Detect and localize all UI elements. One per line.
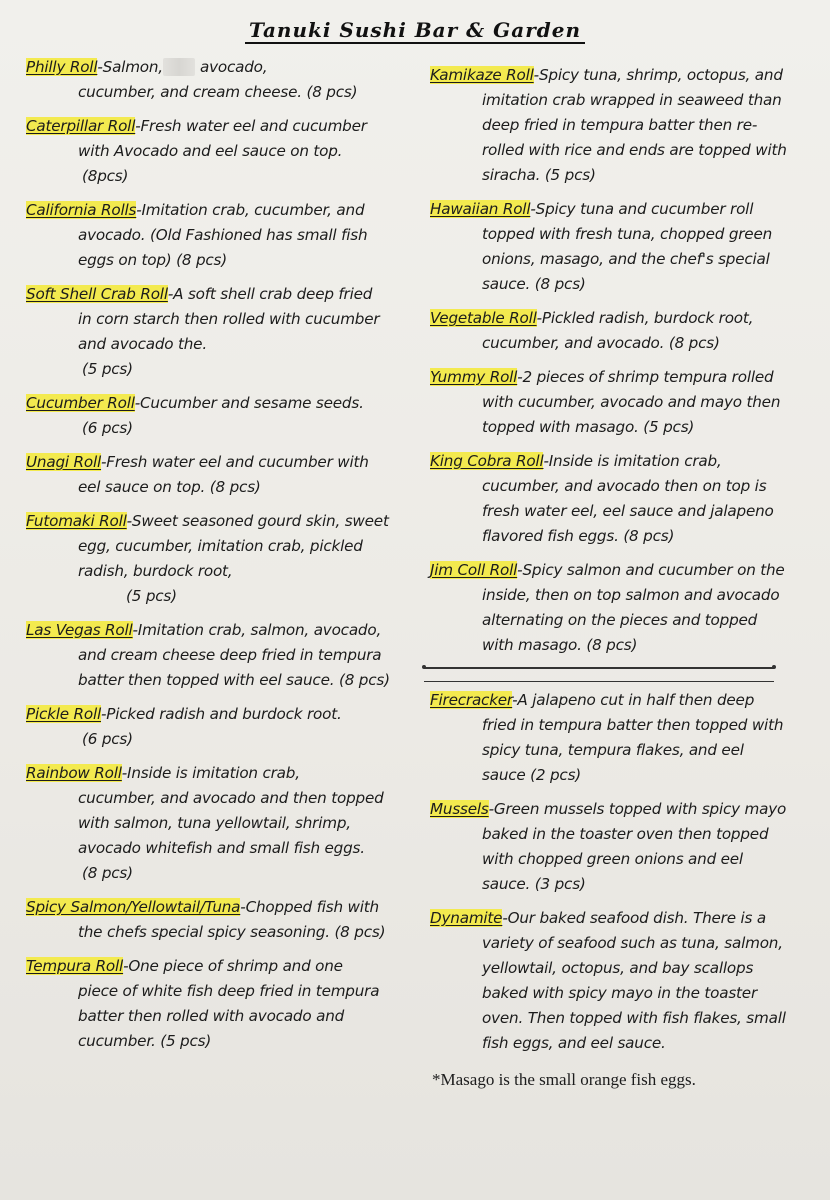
menu-item-description: -Inside is imitation crab, bbox=[543, 452, 722, 470]
menu-item bbox=[430, 906, 805, 1056]
menu-item-first-line bbox=[430, 449, 805, 474]
menu-item bbox=[26, 761, 401, 886]
menu-item-first-line bbox=[26, 618, 401, 643]
menu-item-description: -Imitation crab, salmon, avocado, bbox=[132, 621, 382, 639]
menu-item-line: cucumber, and avocado. (8 pcs) bbox=[482, 334, 720, 352]
menu-item-name: Cucumber Roll bbox=[26, 394, 135, 412]
menu-item bbox=[26, 895, 401, 945]
menu-item-description: -Spicy tuna, shrimp, octopus, and bbox=[533, 66, 783, 84]
menu-item-description: -Pickled radish, burdock root, bbox=[536, 309, 754, 327]
menu-item-line: (5 pcs) bbox=[126, 587, 177, 605]
menu-item-line: batter then topped with eel sauce. (8 pcs) bbox=[78, 671, 390, 689]
menu-item-line: sauce. (8 pcs) bbox=[482, 275, 586, 293]
menu-item-line: with masago. (8 pcs) bbox=[482, 636, 638, 654]
right-column bbox=[430, 63, 805, 1090]
menu-item-first-line bbox=[430, 558, 805, 583]
menu-item-description: -Green mussels topped with spicy mayo bbox=[488, 800, 787, 818]
menu-item bbox=[26, 55, 401, 105]
menu-item bbox=[26, 198, 401, 273]
menu-item-first-line bbox=[26, 895, 401, 920]
menu-item-line: cucumber, and avocado and then topped bbox=[78, 789, 384, 807]
menu-item-line: rolled with rice and ends are topped with bbox=[482, 141, 787, 159]
menu-item-line: oven. Then topped with fish flakes, small bbox=[482, 1009, 786, 1027]
menu-item-line: siracha. (5 pcs) bbox=[482, 166, 596, 184]
menu-item bbox=[430, 558, 805, 658]
menu-item bbox=[26, 954, 401, 1054]
menu-item-description: -A jalapeno cut in half then deep bbox=[512, 691, 755, 709]
menu-item bbox=[430, 365, 805, 440]
menu-item-name: Jim Coll Roll bbox=[430, 561, 518, 579]
menu-item bbox=[26, 509, 401, 609]
left-column bbox=[26, 55, 401, 1063]
menu-item-line: sauce (2 pcs) bbox=[482, 766, 582, 784]
menu-item-description-cont: avocado, bbox=[195, 58, 268, 76]
menu-item-name: Las Vegas Roll bbox=[26, 621, 133, 639]
menu-item-description: -Spicy salmon and cucumber on the bbox=[517, 561, 785, 579]
menu-item-line: (6 pcs) bbox=[82, 730, 133, 748]
menu-item bbox=[430, 449, 805, 549]
menu-item-name: Futomaki Roll bbox=[26, 512, 127, 530]
menu-item-first-line bbox=[26, 198, 401, 223]
menu-item-line: batter then rolled with avocado and bbox=[78, 1007, 345, 1025]
menu-item-first-line bbox=[26, 761, 401, 786]
menu-item-line: egg, cucumber, imitation crab, pickled bbox=[78, 537, 363, 555]
menu-item-name: Kamikaze Roll bbox=[430, 66, 534, 84]
menu-item-description: -2 pieces of shrimp tempura rolled bbox=[517, 368, 774, 386]
menu-item-line: eggs on top) (8 pcs) bbox=[78, 251, 227, 269]
menu-item-line: cucumber, and avocado then on top is bbox=[482, 477, 767, 495]
page-title bbox=[0, 18, 830, 42]
menu-item-line: cucumber, and cream cheese. (8 pcs) bbox=[78, 83, 358, 101]
menu-item-line: deep fried in tempura batter then re- bbox=[482, 116, 758, 134]
menu-item-name: Yummy Roll bbox=[430, 368, 518, 386]
menu-item-line: radish, burdock root, bbox=[78, 562, 233, 580]
menu-item-line: variety of seafood such as tuna, salmon, bbox=[482, 934, 783, 952]
menu-item-first-line bbox=[430, 906, 805, 931]
menu-item-description: -Our baked seafood dish. There is a bbox=[502, 909, 766, 927]
menu-item-line: yellowtail, octopus, and bay scallops bbox=[482, 959, 754, 977]
menu-item-line: avocado. (Old Fashioned has small fish bbox=[78, 226, 368, 244]
menu-item-line: flavored fish eggs. (8 pcs) bbox=[482, 527, 675, 545]
menu-item-line: the chefs special spicy seasoning. (8 pcs) bbox=[78, 923, 386, 941]
menu-item bbox=[430, 197, 805, 297]
menu-item bbox=[26, 391, 401, 441]
menu-item-line: with chopped green onions and eel bbox=[482, 850, 743, 868]
menu-item-first-line bbox=[26, 450, 401, 475]
menu-item-line: with cucumber, avocado and mayo then bbox=[482, 393, 781, 411]
redacted-text bbox=[163, 58, 195, 76]
menu-item-line: fish eggs, and eel sauce. bbox=[482, 1034, 666, 1052]
menu-item bbox=[26, 702, 401, 752]
menu-item-line: piece of white fish deep fried in tempura bbox=[78, 982, 380, 1000]
menu-item-line: cucumber. (5 pcs) bbox=[78, 1032, 212, 1050]
menu-item-name: Tempura Roll bbox=[26, 957, 124, 975]
menu-item-first-line bbox=[26, 55, 401, 80]
menu-item-description: -Inside is imitation crab, bbox=[121, 764, 300, 782]
menu-item bbox=[430, 306, 805, 356]
menu-item bbox=[26, 618, 401, 693]
menu-item-description: -Spicy tuna and cucumber roll bbox=[530, 200, 754, 218]
section-divider bbox=[424, 667, 774, 682]
menu-item-line: with Avocado and eel sauce on top. bbox=[78, 142, 343, 160]
menu-item-first-line bbox=[26, 954, 401, 979]
menu-item-name: California Rolls bbox=[26, 201, 137, 219]
footnote: *Masago is the small orange fish eggs. bbox=[432, 1070, 696, 1089]
menu-item bbox=[430, 63, 805, 188]
menu-item-description: -Sweet seasoned gourd skin, sweet bbox=[126, 512, 389, 530]
menu-item-description: -Fresh water eel and cucumber bbox=[135, 117, 367, 135]
menu-item-description: -Cucumber and sesame seeds. bbox=[134, 394, 364, 412]
menu-item-first-line bbox=[26, 282, 401, 307]
menu-item-description: -Picked radish and burdock root. bbox=[101, 705, 342, 723]
menu-item-name: Vegetable Roll bbox=[430, 309, 537, 327]
menu-item-first-line bbox=[430, 797, 805, 822]
menu-item-first-line bbox=[430, 197, 805, 222]
menu-item bbox=[26, 114, 401, 189]
menu-item bbox=[430, 797, 805, 897]
menu-item-first-line bbox=[430, 365, 805, 390]
menu-item-first-line bbox=[430, 63, 805, 88]
menu-item-description: -Salmon, bbox=[97, 58, 163, 76]
menu-item-name: Firecracker bbox=[430, 691, 513, 709]
menu-item-name: Soft Shell Crab Roll bbox=[26, 285, 168, 303]
menu-item bbox=[26, 282, 401, 382]
menu-item-line: and cream cheese deep fried in tempura bbox=[78, 646, 382, 664]
menu-item-first-line bbox=[26, 391, 401, 416]
menu-item-name: Rainbow Roll bbox=[26, 764, 122, 782]
menu-item-description: -A soft shell crab deep fried bbox=[167, 285, 373, 303]
menu-item-line: in corn starch then rolled with cucumber bbox=[78, 310, 380, 328]
menu-item-first-line bbox=[26, 509, 401, 534]
menu-item-line: avocado whitefish and small fish eggs. bbox=[78, 839, 365, 857]
menu-item-name: Pickle Roll bbox=[26, 705, 101, 723]
menu-item-first-line bbox=[430, 688, 805, 713]
menu-item-name: King Cobra Roll bbox=[430, 452, 544, 470]
menu-item-name: Dynamite bbox=[430, 909, 503, 927]
menu-item-line: and avocado the. bbox=[78, 335, 207, 353]
menu-item-line: (8 pcs) bbox=[82, 864, 133, 882]
menu-item-line: eel sauce on top. (8 pcs) bbox=[78, 478, 261, 496]
menu-item-description: -Fresh water eel and cucumber with bbox=[101, 453, 369, 471]
menu-item-name: Philly Roll bbox=[26, 58, 98, 76]
menu-item-description: -One piece of shrimp and one bbox=[123, 957, 343, 975]
menu-item-first-line bbox=[26, 702, 401, 727]
menu-item-line: fried in tempura batter then topped with bbox=[482, 716, 784, 734]
menu-item-description: -Chopped fish with bbox=[240, 898, 379, 916]
menu-item-line: topped with masago. (5 pcs) bbox=[482, 418, 695, 436]
menu-item-first-line bbox=[430, 306, 805, 331]
menu-item-name: Mussels bbox=[430, 800, 489, 818]
menu-item-first-line bbox=[26, 114, 401, 139]
menu-item-line: (5 pcs) bbox=[82, 360, 133, 378]
menu-item-line: topped with fresh tuna, chopped green bbox=[482, 225, 773, 243]
menu-item-line: onions, masago, and the chef's special bbox=[482, 250, 770, 268]
menu-item-line: with salmon, tuna yellowtail, shrimp, bbox=[78, 814, 351, 832]
menu-item-name: Spicy Salmon/Yellowtail/Tuna bbox=[26, 898, 241, 916]
menu-item-line: alternating on the pieces and topped bbox=[482, 611, 758, 629]
menu-item-name: Caterpillar Roll bbox=[26, 117, 136, 135]
menu-item-name: Hawaiian Roll bbox=[430, 200, 531, 218]
menu-item-name: Unagi Roll bbox=[26, 453, 102, 471]
menu-item-description: -Imitation crab, cucumber, and bbox=[136, 201, 365, 219]
title-text: Tanuki Sushi Bar & Garden bbox=[245, 18, 585, 44]
menu-item-line: (8pcs) bbox=[82, 167, 129, 185]
menu-item-line: (6 pcs) bbox=[82, 419, 133, 437]
menu-item-line: fresh water eel, eel sauce and jalapeno bbox=[482, 502, 774, 520]
menu-item-line: imitation crab wrapped in seaweed than bbox=[482, 91, 782, 109]
menu-item-line: inside, then on top salmon and avocado bbox=[482, 586, 780, 604]
menu-item-line: baked in the toaster oven then topped bbox=[482, 825, 769, 843]
menu-item-line: baked with spicy mayo in the toaster bbox=[482, 984, 757, 1002]
menu-item bbox=[26, 450, 401, 500]
menu-item-line: sauce. (3 pcs) bbox=[482, 875, 586, 893]
menu-item bbox=[430, 688, 805, 788]
menu-item-line: spicy tuna, tempura flakes, and eel bbox=[482, 741, 744, 759]
